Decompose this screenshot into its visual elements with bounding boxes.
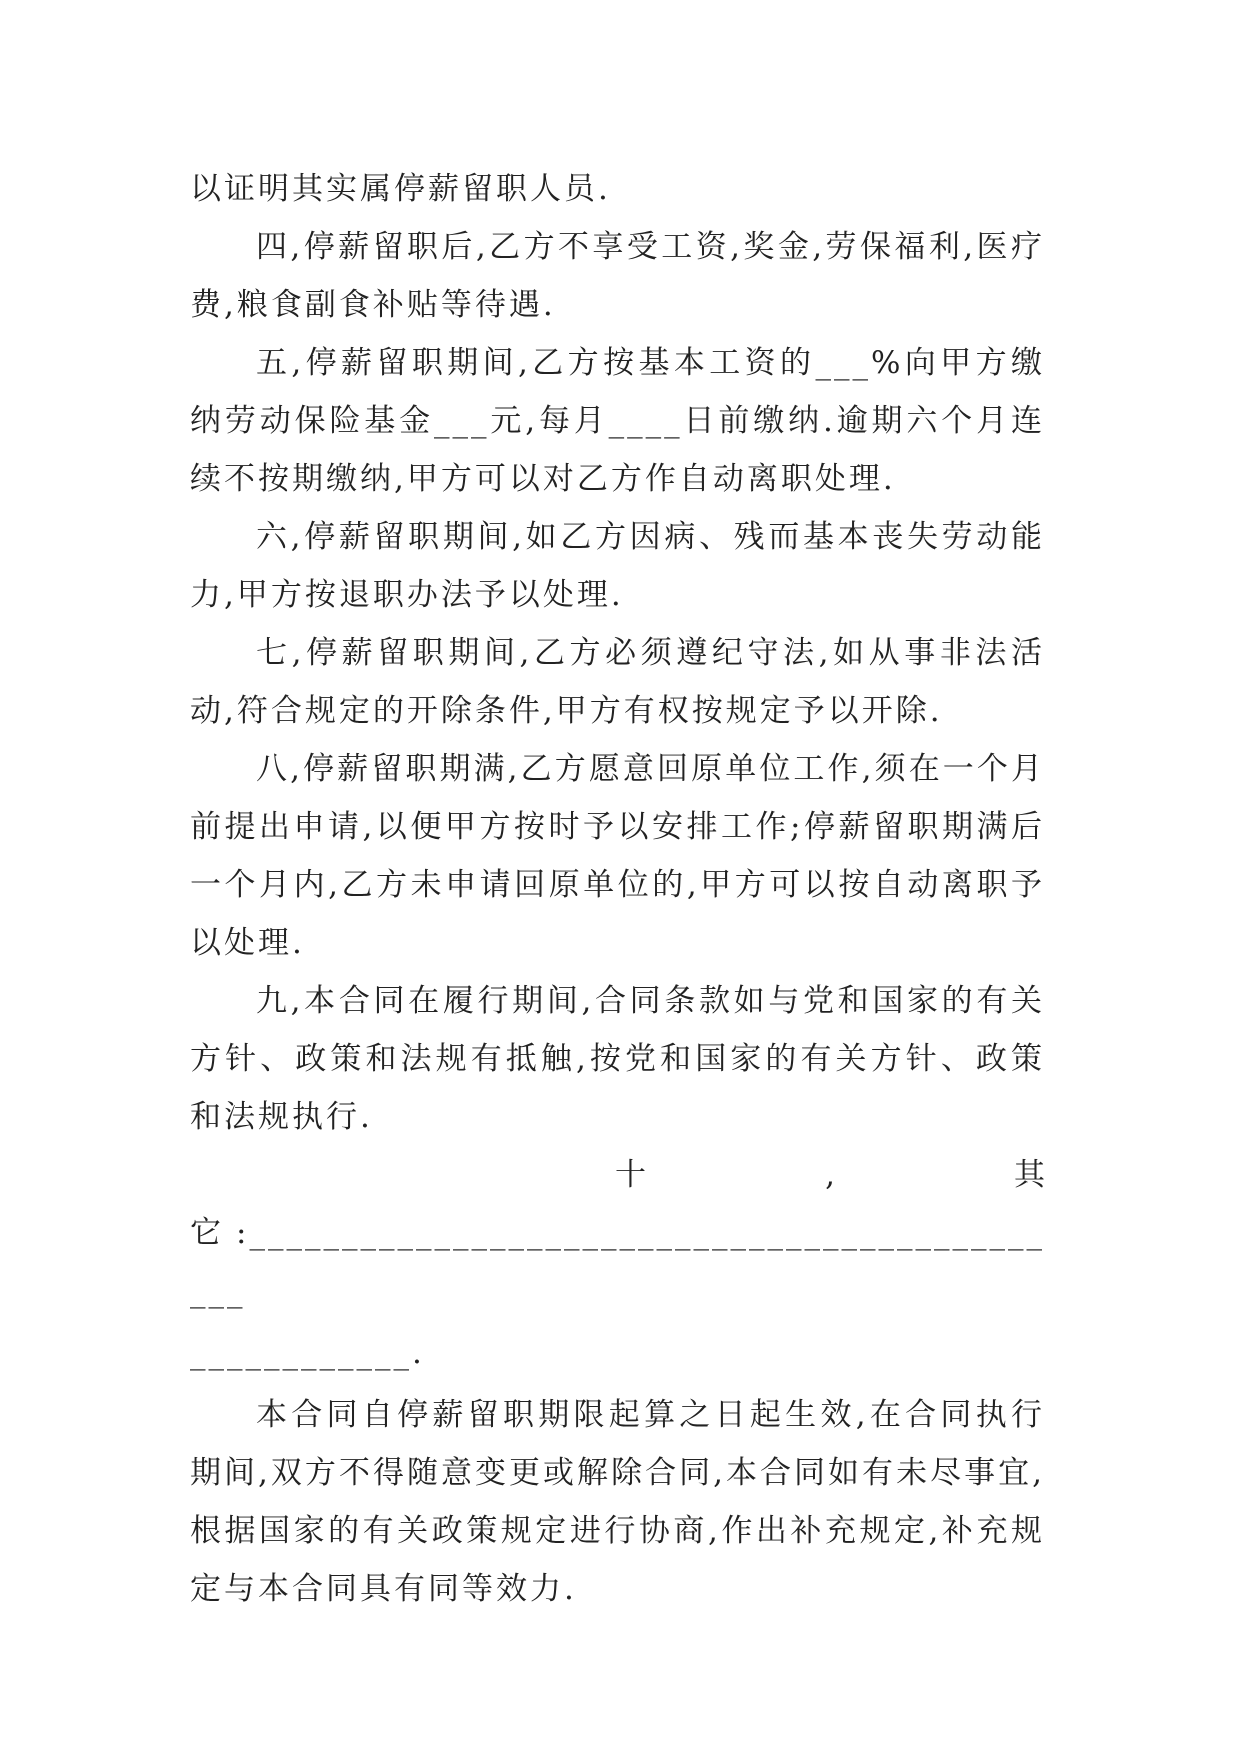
document-body <box>190 160 1045 1618</box>
clause-10-number: 十 <box>615 1157 646 1193</box>
paragraph-continuation: 以证明其实属停薪留职人员. <box>190 171 611 207</box>
clause-9: 九,本合同在履行期间,合同条款如与党和国家的有关方针、政策和法规有抵触,按党和国家的有关方针、政策和法规执行. <box>190 983 1045 1135</box>
clause-8: 八,停薪留职期满,乙方愿意回原单位工作,须在一个月前提出申请,以便甲方按时予以安排工作;停薪留职期满后一个月内,乙方未申请回原单位的,甲方可以按自动离职予以处理. <box>190 751 1045 961</box>
clause-10-blank-line: ____________. <box>190 1335 425 1371</box>
clause-10-comma: , <box>825 1157 835 1193</box>
clause-5: 五,停薪留职期间,乙方按基本工资的___%向甲方缴纳劳动保险基金___元,每月____日前缴纳.逾期六个月连续不按期缴纳,甲方可以对乙方作自动离职处理. <box>190 345 1045 497</box>
clause-10-other-char: 其 <box>1013 1157 1045 1193</box>
clause-10-heading <box>190 1146 1045 1204</box>
clause-6: 六,停薪留职期间,如乙方因病、残而基本丧失劳动能力,甲方按退职办法予以处理. <box>190 519 1045 613</box>
clause-7: 七,停薪留职期间,乙方必须遵纪守法,如从事非法活动,符合规定的开除条件,甲方有权按规定予以开除. <box>190 635 1045 729</box>
clause-10-other-line: 它:______________________________________________ <box>190 1215 1045 1309</box>
clause-4: 四,停薪留职后,乙方不享受工资,奖金,劳保福利,医疗费,粮食副食补贴等待遇. <box>190 229 1045 323</box>
effective-clause: 本合同自停薪留职期限起算之日起生效,在合同执行期间,双方不得随意变更或解除合同,本合同如有未尽事宜,根据国家的有关政策规定进行协商,作出补充规定,补充规定与本合同具有同等效力. <box>190 1397 1045 1607</box>
